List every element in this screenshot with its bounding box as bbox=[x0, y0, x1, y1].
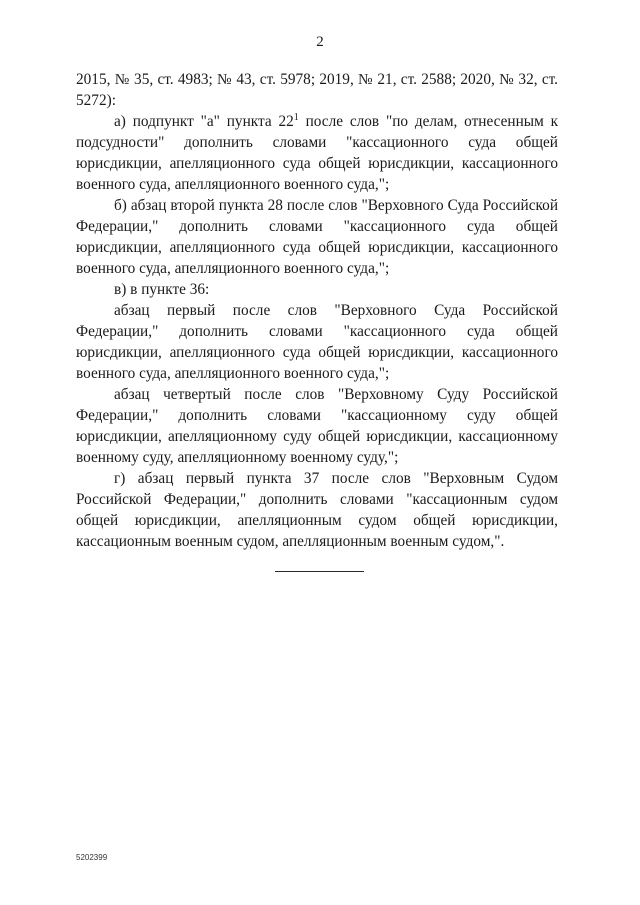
document-body bbox=[76, 69, 558, 552]
item-a-text-end: после слов "по делам, отнесенным к подсудности" дополнить словами "кассационного суда общей юрисдикции, апелляционного суда общей юрисдикции, кассационного военного суда, апелляционного военного суда,"; bbox=[76, 113, 558, 193]
paragraph-item-v-first: абзац первый после слов "Верховного Суда Российской Федерации," дополнить словами "кассационного суда общей юрисдикции, апелляционного суда общей юрисдикции, кассационного военного суда, апелляционного военного суда,"; bbox=[76, 302, 558, 382]
item-a-text-start: а) подпункт "а" пункта 22 bbox=[114, 113, 294, 130]
paragraph-item-v: в) в пункте 36: bbox=[114, 281, 210, 298]
page-number: 2 bbox=[316, 34, 324, 50]
paragraph-item-b: б) абзац второй пункта 28 после слов "Верховного Суда Российской Федерации," дополнить словами "кассационного суда общей юрисдикции, апелляционного суда общей юрисдикции, кассационного военного суда, апелляционного военного суда,"; bbox=[76, 197, 558, 277]
paragraph-item-v-fourth: абзац четвертый после слов "Верховному Суду Российской Федерации," дополнить словами "кассационному суду общей юрисдикции, апелляционному суду общей юрисдикции, кассационному военному суду, апелляционному военному суду,"; bbox=[76, 386, 558, 466]
paragraph-item-g: г) абзац первый пункта 37 после слов "Верховным Судом Российской Федерации," дополнить словами "кассационным судом общей юрисдикции, апелляционным судом общей юрисдикции, кассационным военным судом, апелляционным военным судом,". bbox=[76, 470, 558, 550]
paragraph-citation: 2015, № 35, ст. 4983; № 43, ст. 5978; 2019, № 21, ст. 2588; 2020, № 32, ст. 5272): bbox=[76, 71, 558, 109]
document-code: 5202399 bbox=[76, 853, 108, 862]
item-a-superscript: 1 bbox=[293, 112, 299, 123]
end-divider-line bbox=[275, 571, 364, 572]
paragraph-item-a bbox=[76, 111, 558, 195]
